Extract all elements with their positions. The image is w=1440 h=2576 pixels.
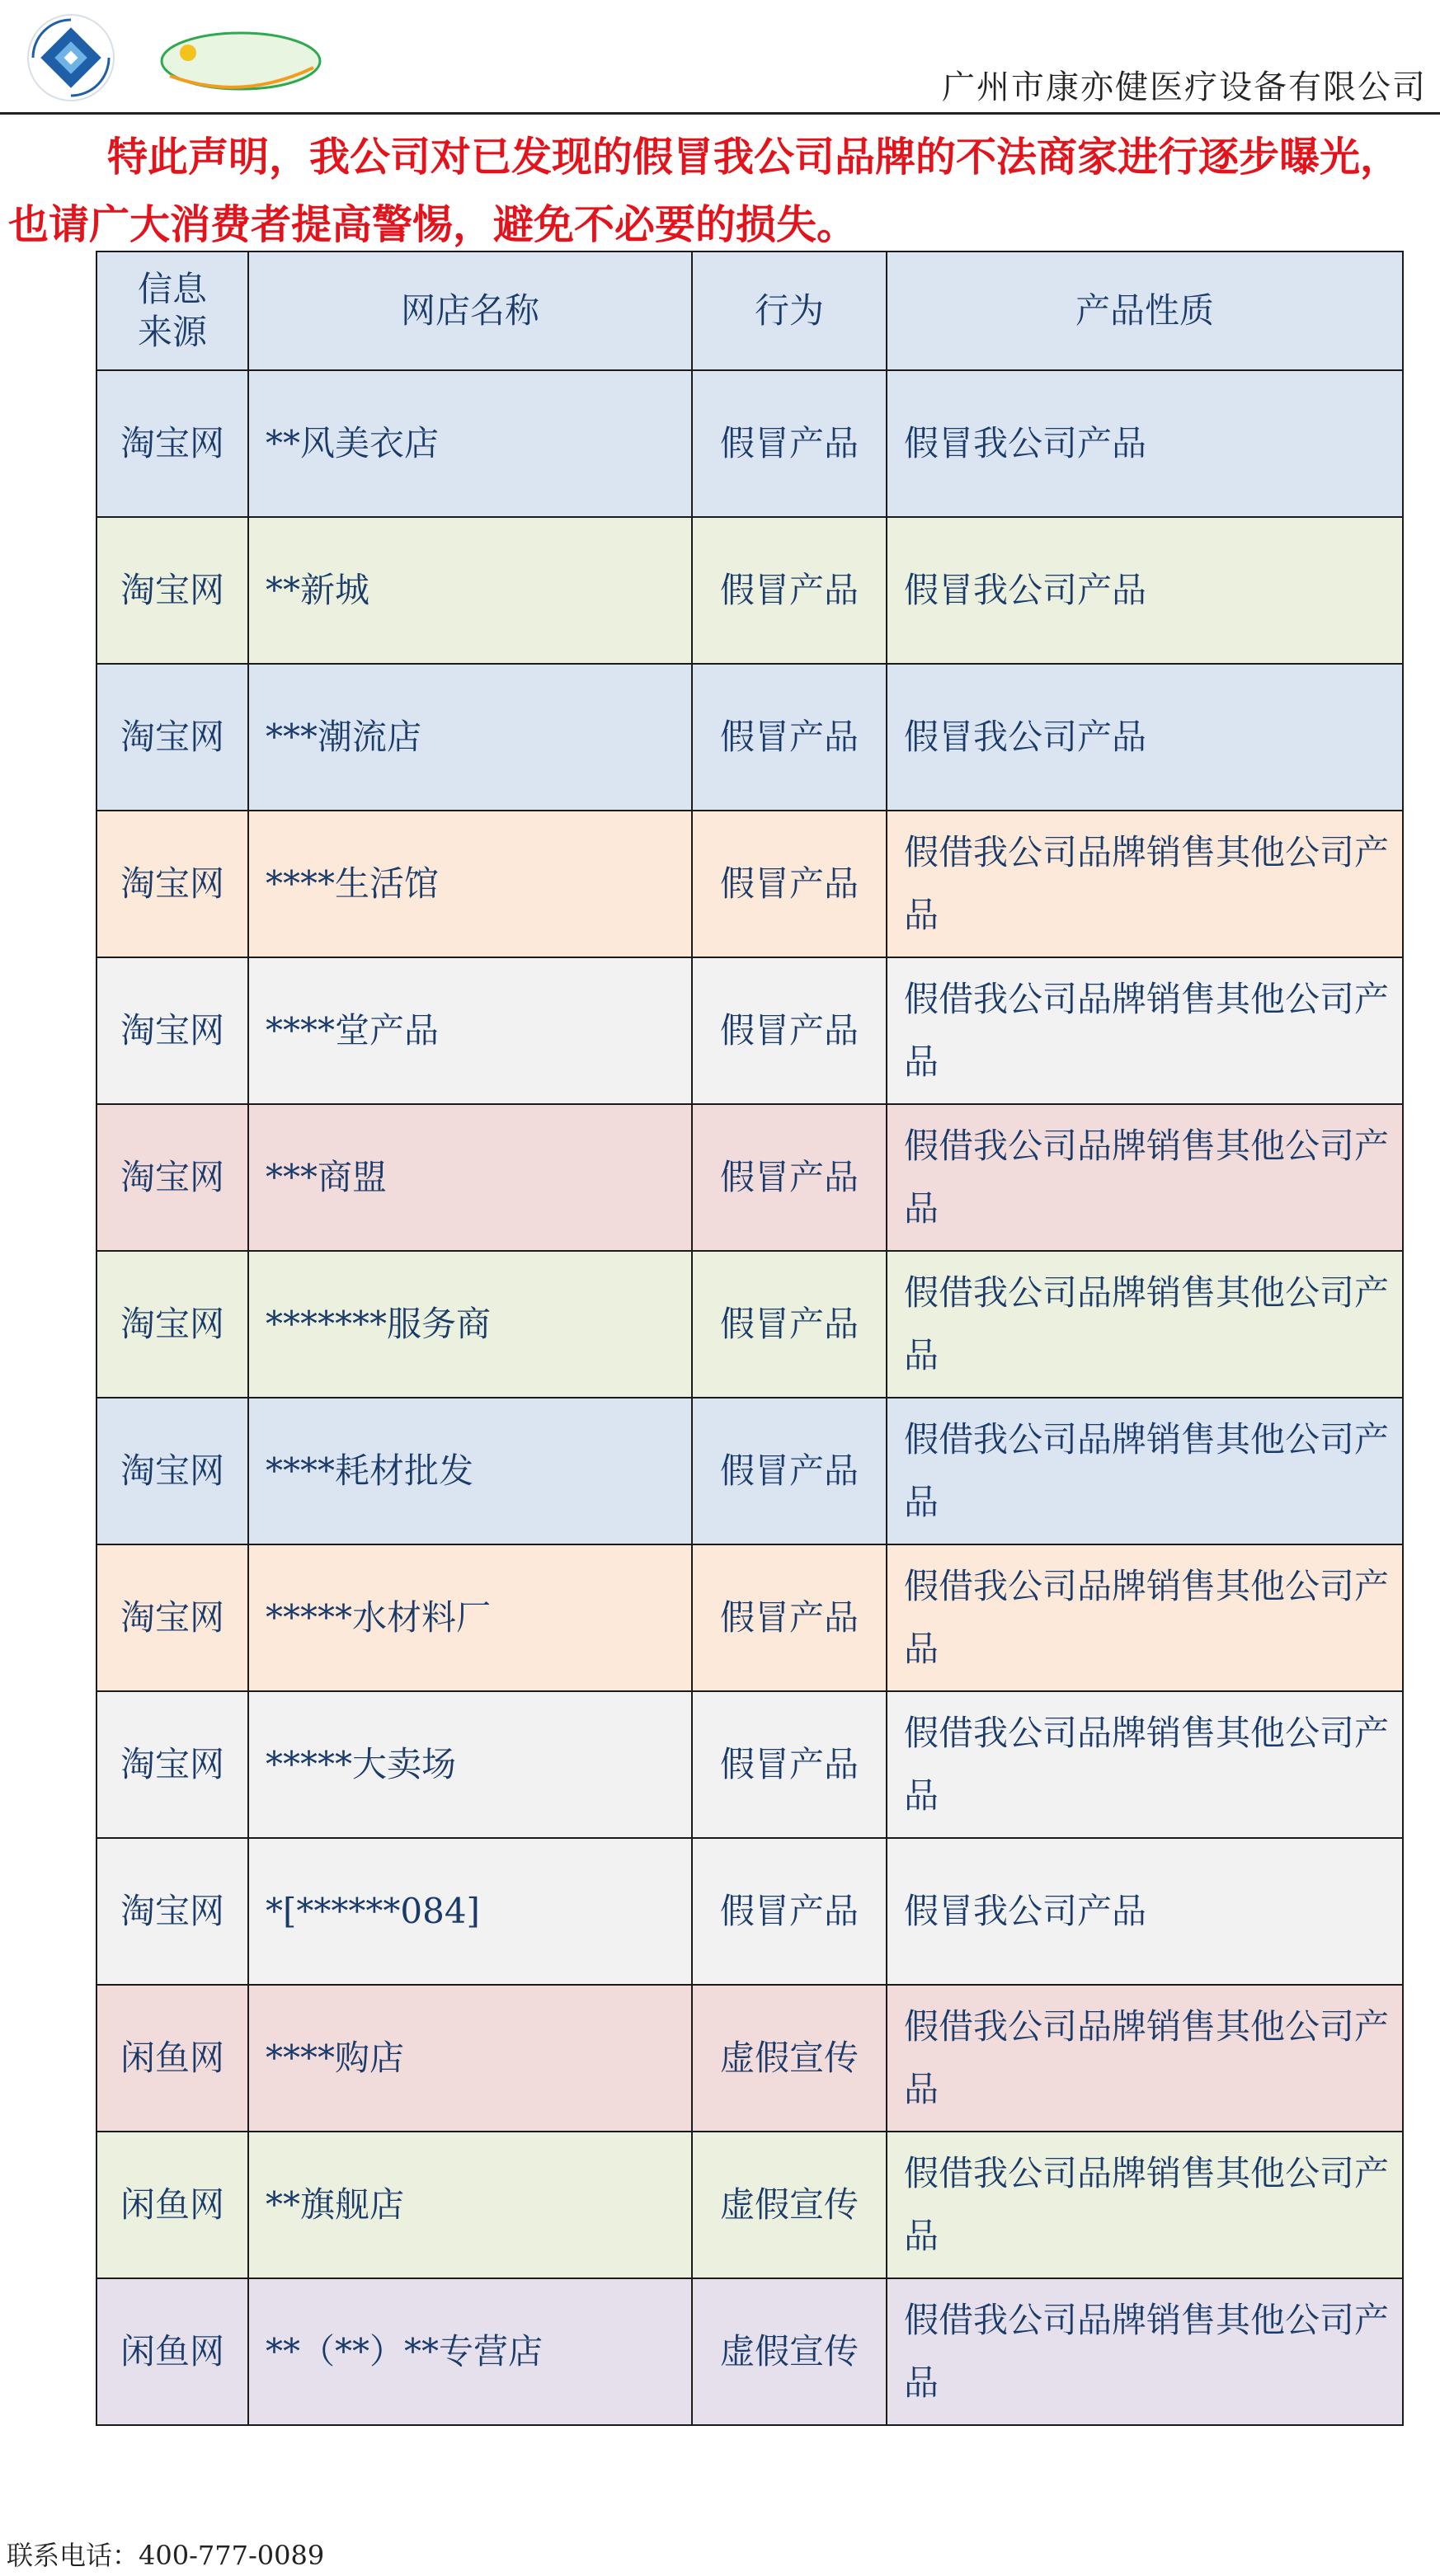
action-cell: 假冒产品 xyxy=(692,1691,887,1838)
shop-name-cell: ****耗材批发 xyxy=(248,1398,692,1544)
column-header-nature: 产品性质 xyxy=(887,251,1403,370)
header-divider xyxy=(0,112,1440,115)
action-cell: 假冒产品 xyxy=(692,517,887,664)
notice-statement xyxy=(8,124,1427,259)
nature-cell: 假借我公司品牌销售其他公司产品 xyxy=(887,1691,1403,1838)
nature-cell: 假冒我公司产品 xyxy=(887,517,1403,664)
nature-cell: 假冒我公司产品 xyxy=(887,664,1403,811)
action-cell: 假冒产品 xyxy=(692,1104,887,1251)
source-cell: 淘宝网 xyxy=(96,1104,248,1251)
nature-cell: 假冒我公司产品 xyxy=(887,1838,1403,1985)
notice-text: 特此声明，我公司对已发现的假冒我公司品牌的不法商家进行逐步曝光，也请广大消费者提高警惕，避免不必要的损失。 xyxy=(8,134,1401,248)
company-name: 广州市康亦健医疗设备有限公司 xyxy=(942,68,1427,106)
nature-cell: 假借我公司品牌销售其他公司产品 xyxy=(887,2278,1403,2425)
source-cell: 淘宝网 xyxy=(96,370,248,517)
shop-name-cell: *******服务商 xyxy=(248,1251,692,1398)
column-header-action: 行为 xyxy=(692,251,887,370)
action-cell: 假冒产品 xyxy=(692,1838,887,1985)
column-header-source: 信息来源 xyxy=(96,251,248,370)
shop-name-cell: *[******084] xyxy=(248,1838,692,1985)
shop-name-cell: ****生活馆 xyxy=(248,811,692,957)
nature-cell: 假借我公司品牌销售其他公司产品 xyxy=(887,1985,1403,2132)
table-row xyxy=(96,517,1403,664)
action-cell: 假冒产品 xyxy=(692,957,887,1104)
column-header-shop-name: 网店名称 xyxy=(248,251,692,370)
nature-cell: 假借我公司品牌销售其他公司产品 xyxy=(887,1104,1403,1251)
shop-name-cell: ****购店 xyxy=(248,1985,692,2132)
page-header xyxy=(0,0,1440,114)
action-cell: 假冒产品 xyxy=(692,370,887,517)
source-cell: 淘宝网 xyxy=(96,957,248,1104)
source-cell: 闲鱼网 xyxy=(96,1985,248,2132)
table-row xyxy=(96,1985,1403,2132)
source-cell: 闲鱼网 xyxy=(96,2278,248,2425)
action-cell: 假冒产品 xyxy=(692,1544,887,1691)
action-cell: 假冒产品 xyxy=(692,664,887,811)
table-row xyxy=(96,370,1403,517)
shop-name-cell: ***潮流店 xyxy=(248,664,692,811)
table-row xyxy=(96,957,1403,1104)
source-cell: 淘宝网 xyxy=(96,1251,248,1398)
action-cell: 虚假宣传 xyxy=(692,2278,887,2425)
table-body xyxy=(96,370,1403,2425)
table-row xyxy=(96,1691,1403,1838)
company-diamond-logo xyxy=(25,12,117,104)
source-cell: 淘宝网 xyxy=(96,664,248,811)
shop-name-cell: **新城 xyxy=(248,517,692,664)
source-cell: 闲鱼网 xyxy=(96,2132,248,2278)
nature-cell: 假借我公司品牌销售其他公司产品 xyxy=(887,2132,1403,2278)
shop-name-cell: **风美衣店 xyxy=(248,370,692,517)
nature-cell: 假借我公司品牌销售其他公司产品 xyxy=(887,1544,1403,1691)
source-cell: 淘宝网 xyxy=(96,811,248,957)
table-row xyxy=(96,1838,1403,1985)
action-cell: 假冒产品 xyxy=(692,811,887,957)
shop-name-cell: ***商盟 xyxy=(248,1104,692,1251)
contact-phone: 联系电话：400-777-0089 xyxy=(7,2540,325,2571)
shop-name-cell: *****水材料厂 xyxy=(248,1544,692,1691)
health-shoppe-logo xyxy=(158,23,323,99)
shop-name-cell: **（**）**专营店 xyxy=(248,2278,692,2425)
nature-cell: 假借我公司品牌销售其他公司产品 xyxy=(887,1251,1403,1398)
source-cell: 淘宝网 xyxy=(96,1838,248,1985)
action-cell: 假冒产品 xyxy=(692,1398,887,1544)
source-cell: 淘宝网 xyxy=(96,1544,248,1691)
table-row xyxy=(96,1398,1403,1544)
source-cell: 淘宝网 xyxy=(96,1691,248,1838)
shop-name-cell: *****大卖场 xyxy=(248,1691,692,1838)
nature-cell: 假冒我公司产品 xyxy=(887,370,1403,517)
table-row xyxy=(96,1251,1403,1398)
action-cell: 虚假宣传 xyxy=(692,2132,887,2278)
table-row xyxy=(96,811,1403,957)
nature-cell: 假借我公司品牌销售其他公司产品 xyxy=(887,957,1403,1104)
table-row xyxy=(96,2132,1403,2278)
nature-cell: 假借我公司品牌销售其他公司产品 xyxy=(887,811,1403,957)
counterfeit-shop-table xyxy=(96,251,1404,2426)
action-cell: 假冒产品 xyxy=(692,1251,887,1398)
shop-name-cell: **旗舰店 xyxy=(248,2132,692,2278)
table-row xyxy=(96,2278,1403,2425)
source-cell: 淘宝网 xyxy=(96,1398,248,1544)
shop-name-cell: ****堂产品 xyxy=(248,957,692,1104)
table-row xyxy=(96,1544,1403,1691)
source-cell: 淘宝网 xyxy=(96,517,248,664)
nature-cell: 假借我公司品牌销售其他公司产品 xyxy=(887,1398,1403,1544)
table-row xyxy=(96,1104,1403,1251)
table-row xyxy=(96,664,1403,811)
action-cell: 虚假宣传 xyxy=(692,1985,887,2132)
table-header-row xyxy=(96,251,1403,370)
